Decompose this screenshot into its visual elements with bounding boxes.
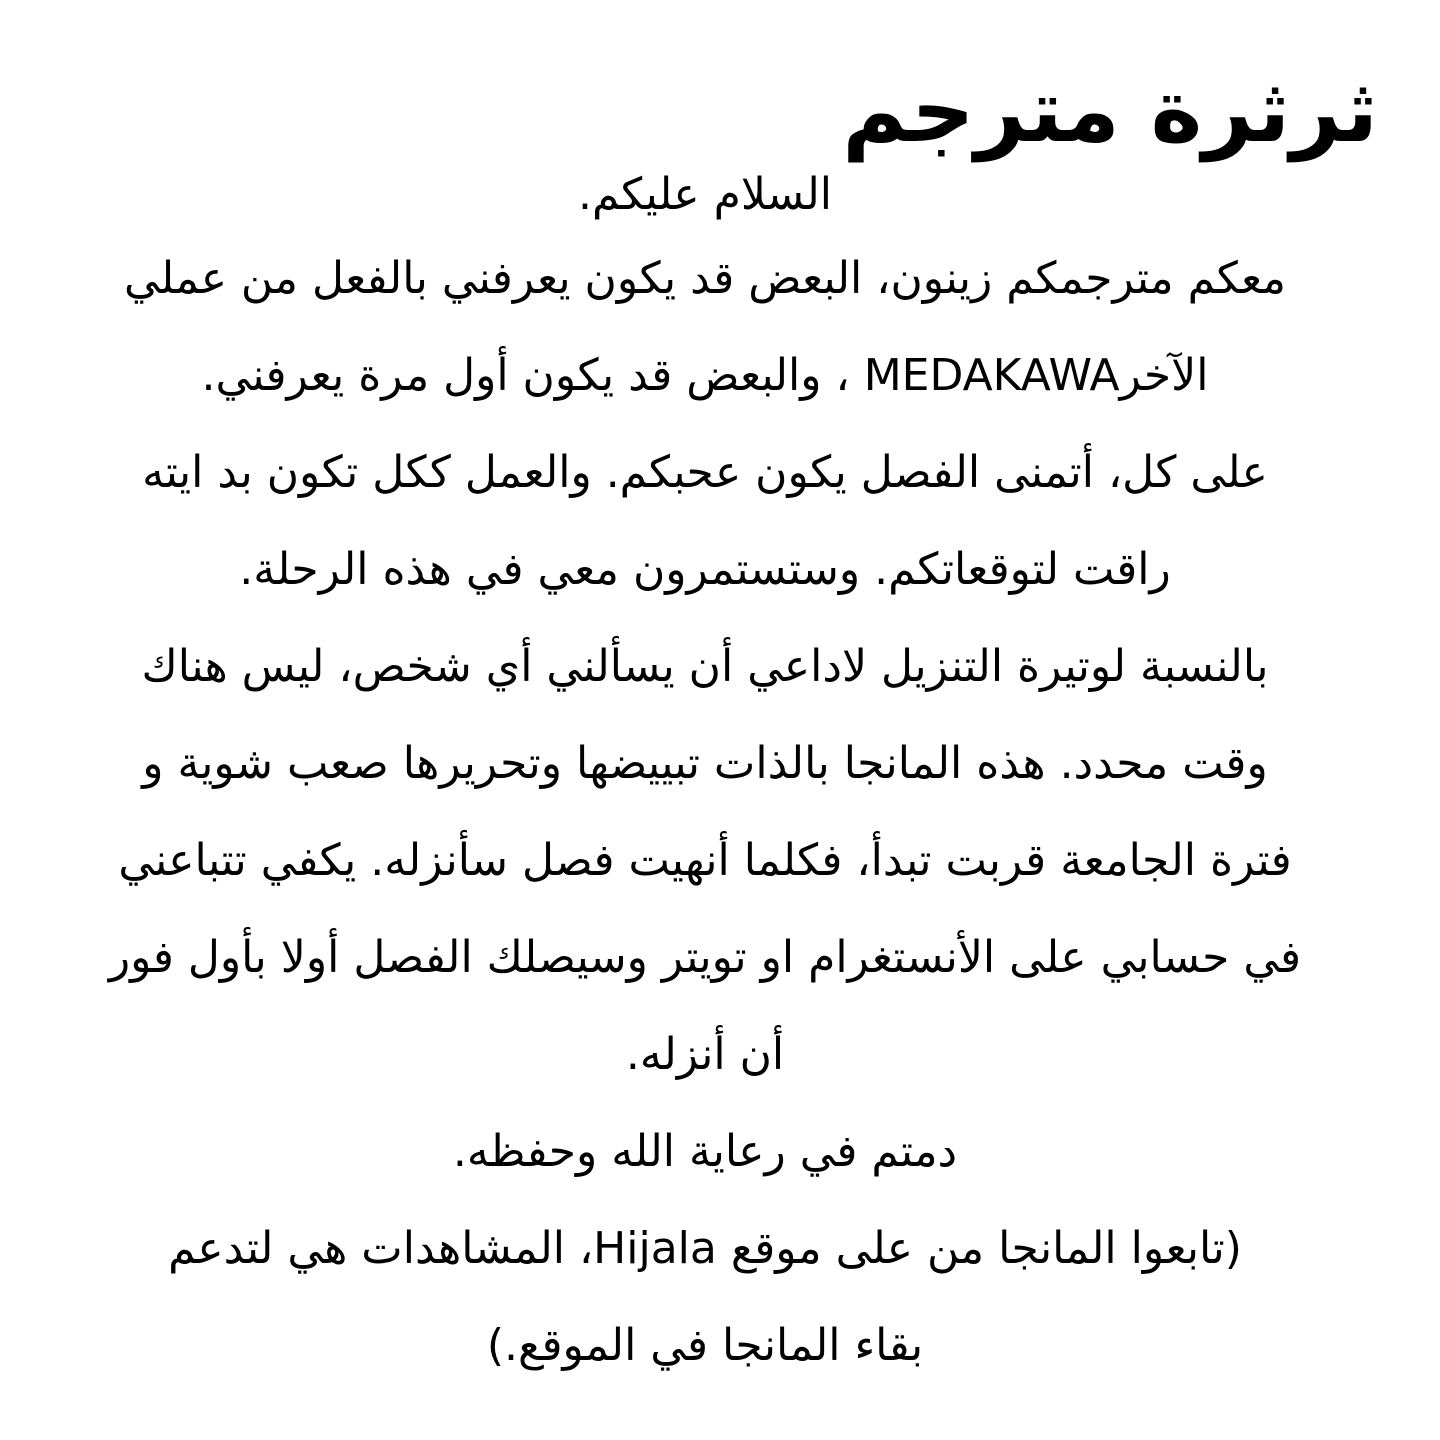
closing-line: دمتم في رعاية الله وحفظه.	[452, 1126, 958, 1177]
note-line: في حسابي على الأنستغرام او تويتر وسيصلك الفصل أولا بأول فور	[108, 932, 1302, 983]
note-line: الآخرMEDAKAWA ، والبعض قد يكون أول مرة يعرفني.	[201, 350, 1209, 401]
note-line: على كل، أتمنى الفصل يكون عحبكم. والعمل ككل تكون بد ايته	[142, 447, 1268, 498]
note-line: فترة الجامعة قربت تبدأ، فكلما أنهيت فصل سأنزله. يكفي تتباعني	[118, 835, 1292, 886]
note-line: أن أنزله.	[625, 1029, 785, 1080]
note-line: وقت محدد. هذه المانجا بالذات تبييضها وتحريرها صعب شوية و	[142, 738, 1268, 789]
note-line: معكم مترجمكم زينون، البعض قد يكون يعرفني بالفعل من عملي	[124, 253, 1286, 304]
greeting-line: السلام عليكم.	[577, 169, 833, 220]
note-line: بقاء المانجا في الموقع.)	[486, 1320, 924, 1371]
note-line: راقت لتوقعاتكم. وستستمرون معي في هذه الرحلة.	[239, 544, 1171, 595]
note-body	[85, 160, 1325, 1394]
note-line: بالنسبة لوتيرة التنزيل لاداعي أن يسألني أي شخص، ليس هناك	[141, 641, 1269, 692]
note-line: (تابعوا المانجا من على موقع Hijala، المشاهدات هي لتدعم	[168, 1223, 1242, 1274]
page-title: ثرثرة مترجم	[842, 59, 1378, 162]
